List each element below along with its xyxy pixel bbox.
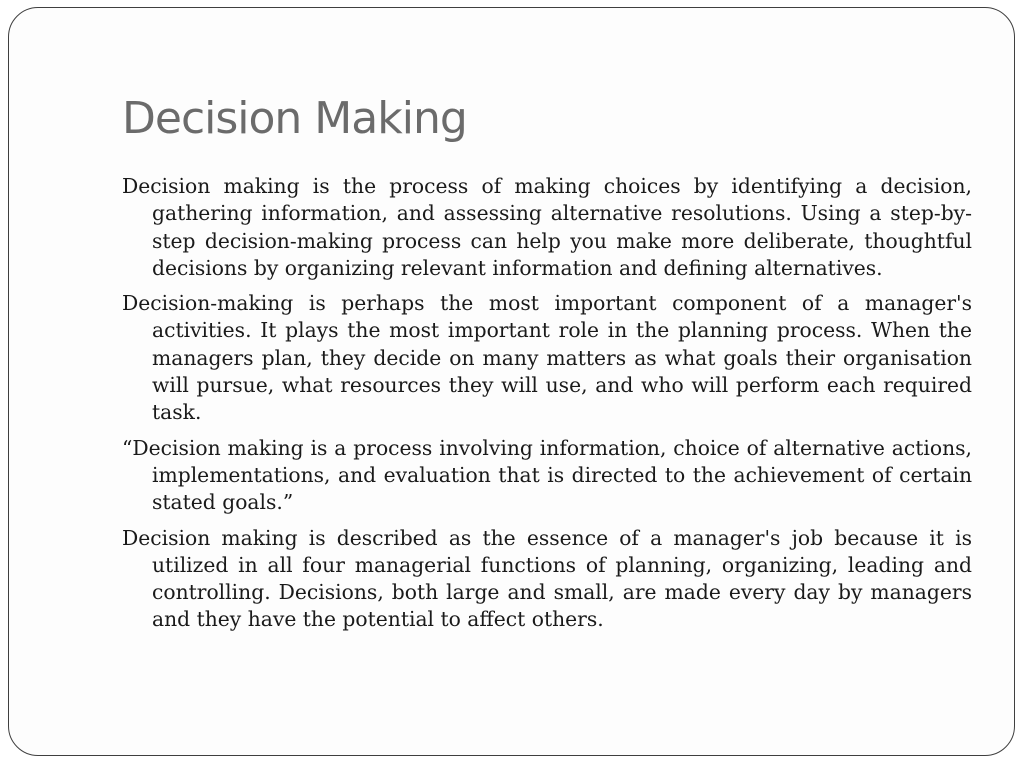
paragraph-manager-activities: Decision-making is perhaps the most important component of a manager's activities. It plays the most important role in the planning process. When the managers plan, they decide on many matters as what goals their organisation will pursue, what resources they will use, and who will perform each required task. (122, 291, 972, 425)
paragraph-quote: “Decision making is a process involving information, choice of alternative actions, implementations, and evaluation that is directed to the achievement of certain stated goals.” (122, 435, 972, 515)
paragraph-definition: Decision making is the process of making choices by identifying a decision, gathering information, and assessing alternative resolutions. Using a step-by-step decision-making process can help you make more deliberate, thoughtful decisions by organizing relevant information and defining alternatives. (122, 174, 972, 280)
paragraph-managerial-functions: Decision making is described as the essence of a manager's job because it is utilized in all four managerial functions of planning, organizing, leading and controlling. Decisions, both large and small, are made every day by managers and they have the potential to affect others. (122, 525, 972, 632)
slide-frame (8, 7, 1015, 756)
slide-body (122, 173, 972, 642)
slide-title: Decision Making (122, 93, 467, 144)
